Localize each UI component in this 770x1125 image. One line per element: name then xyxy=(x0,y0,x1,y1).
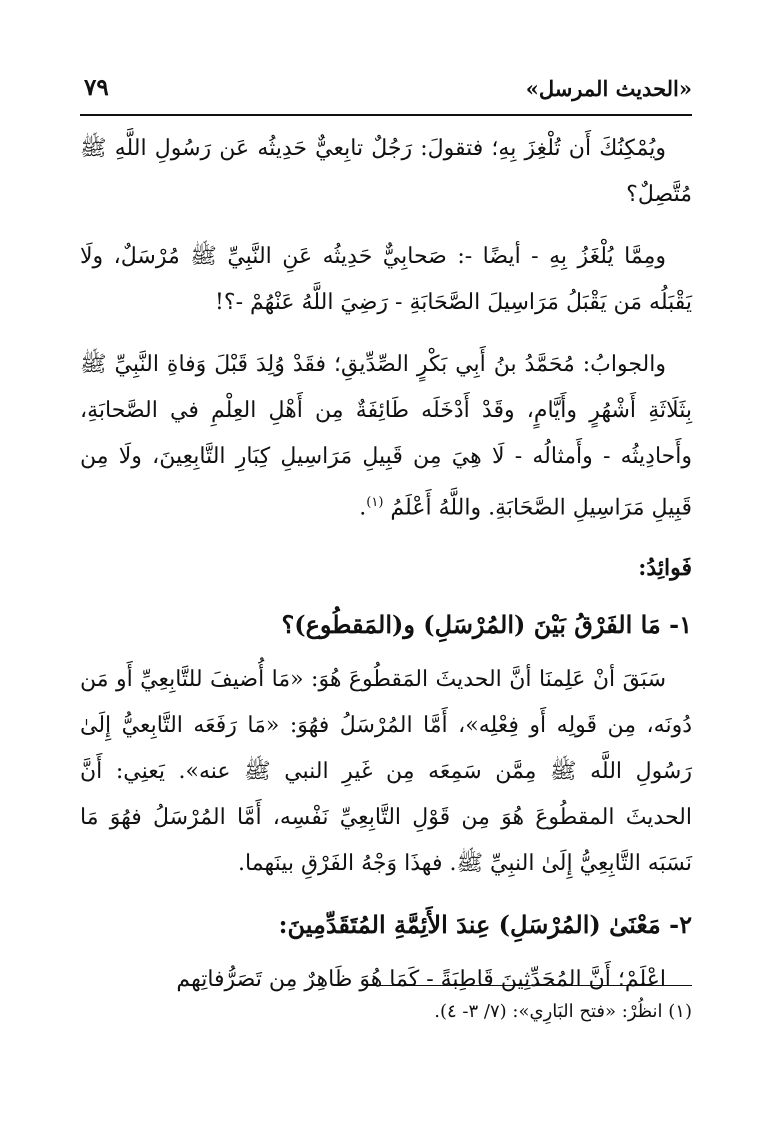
paragraph-meaning: اعْلَمْ؛ أَنَّ المُحَدِّثِينَ قَاطِبَةً - كَمَا هُوَ ظَاهِرٌ مِن تَصَرُّفاتِهم xyxy=(176,967,666,993)
header-rule xyxy=(80,114,692,116)
section-heading-2: ٢- مَعْنَىٰ (المُرْسَلِ) عِندَ الأَئِمَّةِ المُتَقَدِّمِينَ: xyxy=(278,910,692,940)
footnote-ref[interactable]: (١) xyxy=(366,495,384,510)
footnote-rule xyxy=(370,985,692,986)
paragraph-riddle-2: ومِمَّا يُلْغَزُ بِهِ - أيضًا -: صَحابِيٌّ حَدِيثُه عَنِ النَّبِيِّ ﷺ مُرْسَلٌ، ولَا يَقْبَلُه مَن يَقْبَلُ مَرَاسِيلَ الصَّحَابَةِ - رَضِيَ اللَّهُ عَنْهُمْ -؟! xyxy=(80,244,692,315)
answer-end: . xyxy=(359,495,367,521)
page-body xyxy=(80,126,692,1017)
running-title: «الحديث المرسل» xyxy=(525,76,692,101)
page-number: ٧٩ xyxy=(84,74,109,101)
fawaid-heading: فَوائِدُ: xyxy=(638,555,692,582)
page-header xyxy=(80,72,692,112)
paragraph-answer xyxy=(80,342,692,531)
section-heading-1: ١- مَا الفَرْقُ بَيْنَ (المُرْسَلِ) و(المَقطُوع)؟ xyxy=(281,610,692,640)
footnote: (١) انظُرْ: «فتح البَارِي»: (٧/ ٣- ٤). xyxy=(434,1001,692,1022)
paragraph-riddle: ويُمْكِنُكَ أَن تُلْغِزَ بِهِ؛ فتقولَ: رَجُلٌ تابِعيٌّ حَدِيثُه عَن رَسُولِ اللَّهِ ﷺ مُتَّصِلٌ؟ xyxy=(80,136,692,207)
answer-text: والجوابُ: مُحَمَّدُ بنُ أَبِي بَكْرٍ الصِّدِّيقِ؛ فقَدْ وُلِدَ قَبْلَ وَفاةِ النَّبِيِّ ﷺ بِثَلَاثَةِ أَشْهُرٍ وأَيَّامٍ، وقَدْ أَدْخَلَه طَائِفَةٌ مِن أَهْلِ العِلْمِ في الصَّحابَةِ، وأَحادِيثُه - وأَمثالُه - لَا هِيَ مِن قَبِيلِ مَرَاسِيلِ كِبَارِ التَّابِعِينَ، ولَا مِن قَبِيلِ مَرَاسِيلِ الصَّحَابَةِ. واللَّهُ أَعْلَمُ xyxy=(80,352,693,521)
paragraph-difference: سَبَقَ أنْ عَلِمنَا أنَّ الحديثَ المَقطُوعَ هُوَ: «مَا أُضيفَ للتَّابِعِيِّ أَو مَن دُونَه، مِن قَولِه أَو فِعْلِه»، أَمَّا المُرْسَلُ فهُوَ: «مَا رَفَعَه التَّابِعيُّ إِلَىٰ رَسُولِ اللَّه ﷺ مِمَّن سَمِعَه مِن غَيرِ النبي ﷺ عنه». يَعنِي: أَنَّ الحديثَ المقطُوعَ هُوَ مِن قَوْلِ التَّابِعِيِّ نَفْسِه، أَمَّا المُرْسَلُ فهُوَ مَا نَسَبَه التَّابِعِيُّ إِلَىٰ النبِيِّ ﷺ. فهذَا وَجْهُ الفَرْقِ بينَهما. xyxy=(80,667,692,877)
